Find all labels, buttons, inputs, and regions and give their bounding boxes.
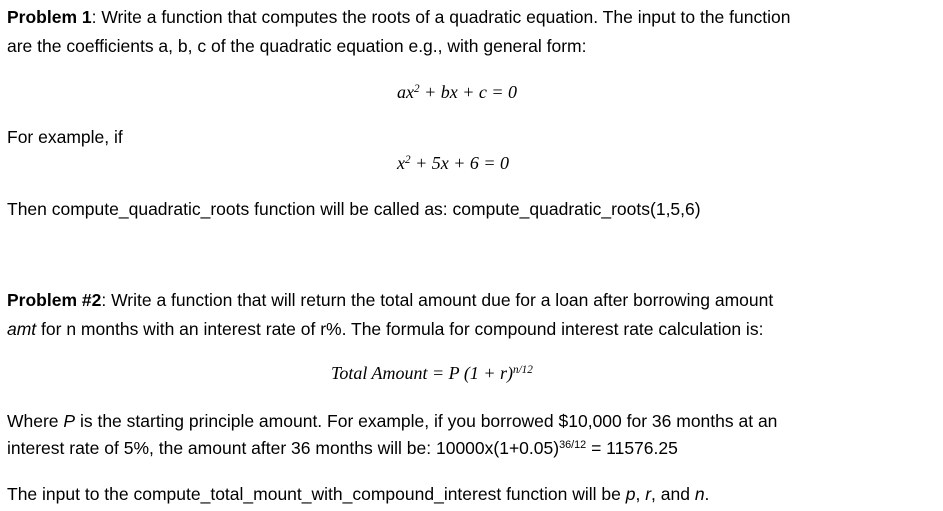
formula-exponent: n/12: [513, 363, 533, 376]
formula-left: Total Amount: [331, 363, 428, 383]
problem2-line2: [7, 318, 763, 340]
interest-result: = 11576.25: [586, 438, 678, 458]
interest-exponent: 36/12: [559, 439, 587, 452]
problem1-line1-text: : Write a function that computes the roots of a quadratic equation. The input to the function: [91, 7, 791, 27]
general-eq-lhs: ax: [397, 82, 414, 102]
where-rest: is the starting principle amount. For example, if you borrowed $10,000 for 36 months at an: [75, 411, 778, 431]
problem1-line2: are the coefficients a, b, c of the quadratic equation e.g., with general form:: [7, 36, 587, 56]
where-prefix: Where: [7, 411, 64, 431]
where-line: [7, 410, 777, 432]
input-sep2: , and: [651, 484, 695, 504]
problem2-line2-text: for n months with an interest rate of r%. The formula for compound interest rate calculation is:: [36, 319, 764, 339]
general-quadratic-equation: [397, 81, 517, 103]
problem1-line1: [7, 6, 790, 28]
general-eq-exponent: 2: [414, 82, 420, 95]
interest-line: [7, 437, 678, 459]
function-call-text: Then compute_quadratic_roots function will be called as: compute_quadratic_roots(1,5,6): [7, 199, 701, 219]
interest-text: interest rate of 5%, the amount after 36 months will be: 10000x(1+0.05): [7, 438, 560, 458]
input-sep1: ,: [635, 484, 646, 504]
compound-interest-formula: [331, 362, 533, 384]
input-n: n: [694, 484, 705, 504]
input-r: r: [645, 484, 652, 504]
formula-middle: = P (1 + r): [427, 363, 513, 383]
example-quadratic-equation: [397, 152, 509, 174]
problem1-heading: Problem 1: [7, 7, 92, 27]
example-eq-lhs: x: [397, 153, 405, 173]
example-eq-rest: + 5x + 6 = 0: [410, 153, 510, 173]
input-text: The input to the compute_total_mount_with_compound_interest function will be: [7, 484, 626, 504]
example-label: For example, if: [7, 127, 123, 147]
input-p: p: [625, 484, 636, 504]
input-line: [7, 483, 709, 505]
problem2-line1: [7, 289, 773, 311]
general-eq-rest: + bx + c = 0: [419, 82, 517, 102]
problem2-line1-text: : Write a function that will return the total amount due for a loan after borrowing amount: [101, 290, 774, 310]
problem2-heading: Problem #2: [7, 290, 102, 310]
principal-variable: P: [63, 411, 76, 431]
example-eq-exponent: 2: [405, 153, 411, 166]
amt-variable: amt: [7, 319, 37, 339]
input-end: .: [704, 484, 710, 504]
